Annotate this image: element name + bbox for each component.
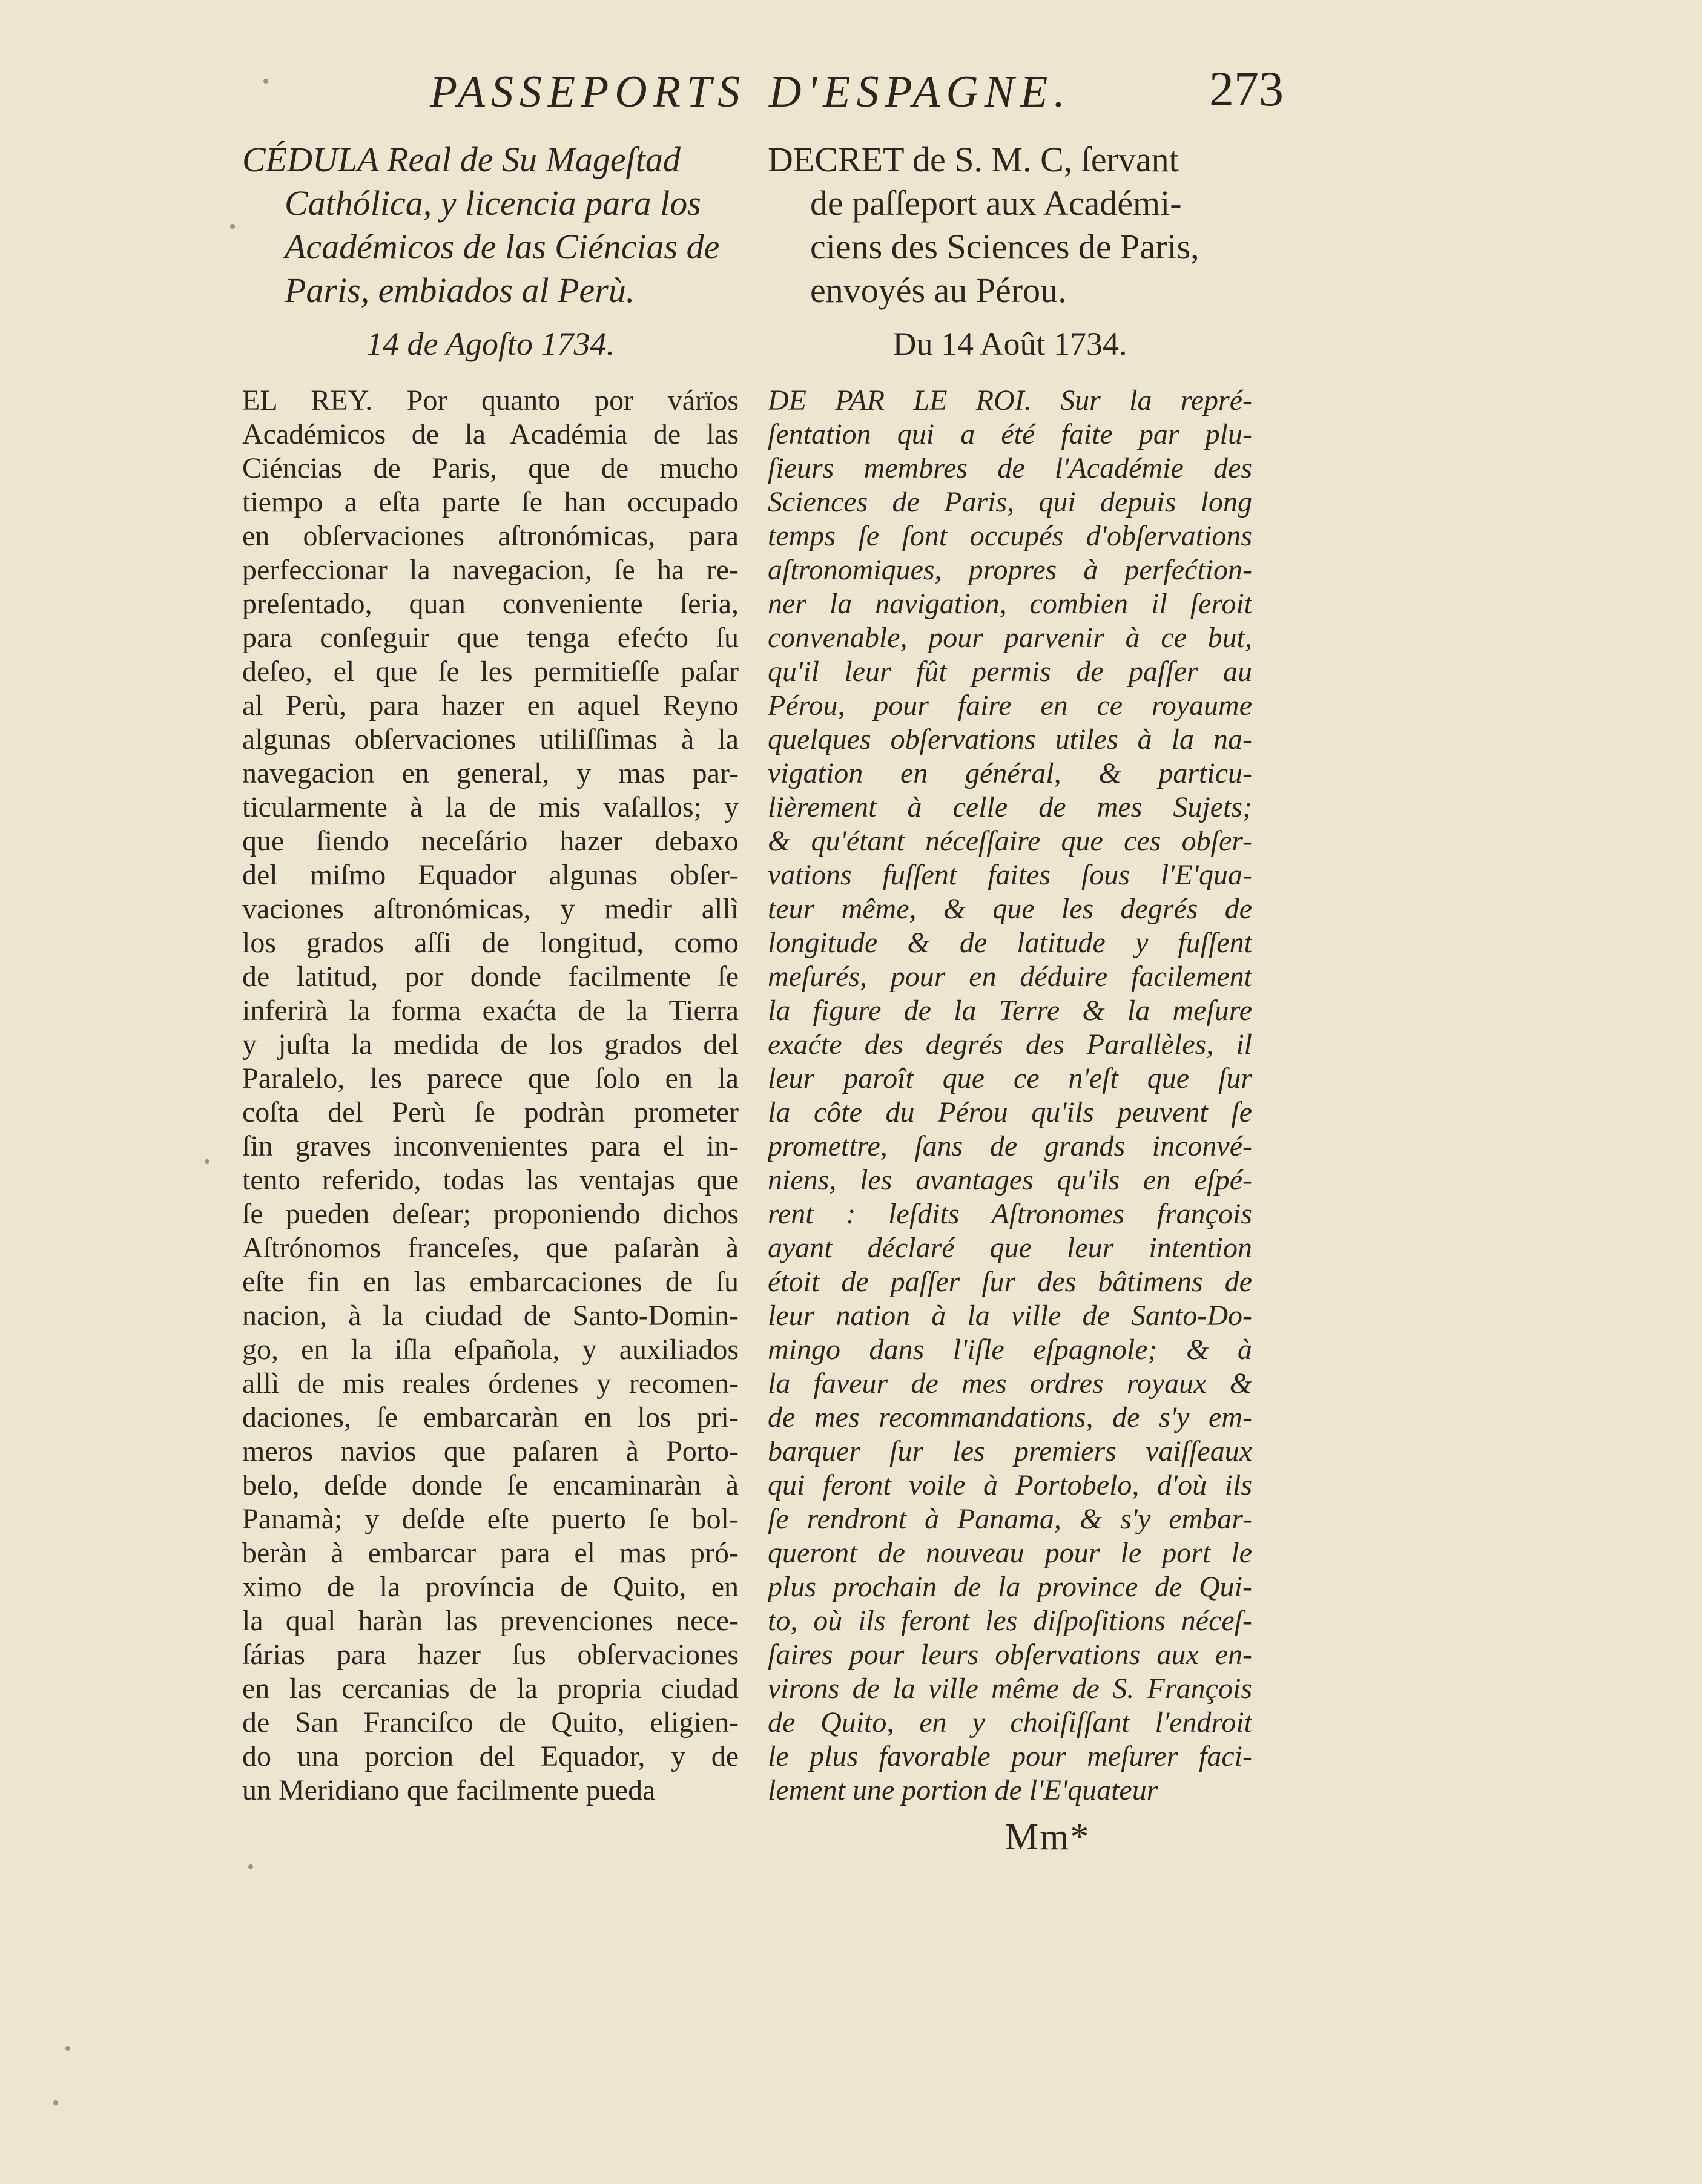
french-body-line: de Quito, en y choiſiſſant l'endroit	[768, 1706, 1252, 1738]
spanish-body-line: Paralelo, les parece que ſolo en la	[242, 1062, 739, 1094]
french-body-line: ſieurs membres de l'Académie des	[768, 452, 1252, 484]
spanish-body-line: Ciéncias de Paris, que de mucho	[242, 452, 739, 484]
spanish-title-line: Cathólica, y licencia para los	[285, 183, 701, 223]
french-body-line: qui feront voile à Portobelo, d'où ils	[768, 1469, 1252, 1501]
spanish-body-line: perfeccionar la navegacion, ſe ha re-	[242, 554, 739, 586]
french-body-line: étoit de paſſer ſur des bâtimens de	[768, 1266, 1252, 1298]
french-date: Du 14 Août 1734.	[892, 326, 1127, 362]
running-header	[424, 61, 1284, 133]
spanish-body-line: meros navios que paſaren à Porto-	[242, 1435, 739, 1467]
paper-speck	[205, 1159, 209, 1164]
french-body-line: promettre, ſans de grands inconvé-	[768, 1130, 1252, 1162]
french-body-line: barquer ſur les premiers vaiſſeaux	[768, 1435, 1252, 1467]
french-body-line: temps ſe ſont occupés d'obſervations	[768, 520, 1252, 552]
spanish-body-line: go, en la iſla eſpañola, y auxiliados	[242, 1334, 739, 1366]
spanish-body-line: ſárias para hazer ſus obſervaciones	[242, 1639, 739, 1671]
paper-speck	[248, 1864, 253, 1869]
spanish-body-line: allì de mis reales órdenes y recomen-	[242, 1367, 739, 1400]
header-left-title: PASSEPORTS	[430, 67, 747, 117]
french-body-line: exaćte des degrés des Parallèles, il	[768, 1028, 1252, 1061]
spanish-title-line: CÉDULA Real de Su Mageſtad	[242, 140, 681, 179]
french-body-line: queront de nouveau pour le port le	[768, 1537, 1252, 1569]
spanish-body-line: ticularmente à la de mis vaſallos; y	[242, 791, 739, 823]
spanish-body-line: ſin graves inconvenientes para el in-	[242, 1130, 739, 1162]
spanish-body-line: tento referido, todas las ventajas que	[242, 1164, 739, 1196]
french-body-line: DE PAR LE ROI. Sur la repré-	[768, 384, 1252, 416]
french-body-line: ſe rendront à Panama, & s'y embar-	[768, 1503, 1252, 1535]
french-body-line: mingo dans l'iſle eſpagnole; & à	[768, 1334, 1252, 1366]
french-title-line: ciens des Sciences de Paris,	[810, 227, 1199, 266]
french-body-line: la côte du Pérou qu'ils peuvent ſe	[768, 1096, 1252, 1128]
spanish-body-line: do una porcion del Equador, y de	[242, 1740, 739, 1772]
spanish-body-line: y juſta la medida de los grados del	[242, 1028, 739, 1061]
spanish-body-line: Aſtrónomos franceſes, que paſaràn à	[242, 1232, 739, 1264]
french-body-line: lement une portion de l'E'quateur	[768, 1774, 1158, 1806]
spanish-body-line: de San Franciſco de Quito, eligien-	[242, 1706, 739, 1738]
spanish-title	[242, 138, 739, 320]
paper-speck	[65, 2046, 70, 2051]
spanish-title-line: Paris, embiados al Perù.	[285, 271, 635, 310]
french-body-line: Pérou, pour faire en ce royaume	[768, 689, 1252, 722]
spanish-body-line: EL REY. Por quanto por várïos	[242, 384, 739, 416]
page-number: 273	[1209, 61, 1284, 116]
french-body-line: Sciences de Paris, qui depuis long	[768, 486, 1252, 518]
spanish-body-line: un Meridiano que facilmente pueda	[242, 1774, 656, 1806]
spanish-body-line: nacion, à la ciudad de Santo-Domin-	[242, 1300, 739, 1332]
paper-speck	[53, 2100, 58, 2105]
french-column	[768, 138, 1252, 1824]
spanish-body-line: deſeo, el que ſe les permitieſſe paſar	[242, 656, 739, 688]
spanish-body-line: coſta del Perù ſe podràn prometer	[242, 1096, 739, 1128]
french-body-line: ſentation qui a été faite par plu-	[768, 418, 1252, 450]
spanish-body-line: beràn à embarcar para el mas pró-	[242, 1537, 739, 1569]
french-body-line: niens, les avantages qu'ils en eſpé-	[768, 1164, 1252, 1196]
spanish-body-line: en obſervaciones aſtronómicas, para	[242, 520, 739, 552]
french-body-line: aſtronomiques, propres à perfećtion-	[768, 554, 1252, 586]
spanish-body-line: Académicos de la Académia de las	[242, 418, 739, 450]
french-body-line: plus prochain de la province de Qui-	[768, 1571, 1252, 1603]
paper-speck	[263, 79, 268, 84]
spanish-body-line: algunas obſervaciones utiliſſimas à la	[242, 723, 739, 755]
spanish-body-line: vaciones aſtronómicas, y medir allì	[242, 893, 739, 925]
french-body-line: vations fuſſent faites ſous l'E'qua-	[768, 859, 1252, 891]
spanish-body-line: tiempo a eſta parte ſe han occupado	[242, 486, 739, 518]
french-body-line: & qu'étant néceſſaire que ces obſer-	[768, 825, 1252, 857]
french-title	[768, 138, 1252, 320]
spanish-body-line: preſentado, quan conveniente ſeria,	[242, 588, 739, 620]
spanish-body-line: al Perù, para hazer en aquel Reyno	[242, 689, 739, 722]
french-body-line: virons de la ville même de S. François	[768, 1673, 1252, 1705]
spanish-body-line: ſe pueden deſear; proponiendo dichos	[242, 1198, 739, 1230]
spanish-column	[242, 138, 739, 1824]
french-body-line: longitude & de latitude y fuſſent	[768, 927, 1252, 959]
french-body-line: leur paroît que ce n'eſt que ſur	[768, 1062, 1252, 1094]
french-title-line: DECRET de S. M. C, ſervant	[768, 140, 1179, 179]
french-body-line: leur nation à la ville de Santo-Do-	[768, 1300, 1252, 1332]
spanish-body-line: Panamà; y deſde eſte puerto ſe bol-	[242, 1503, 739, 1535]
french-body-line: convenable, pour parvenir à ce but,	[768, 622, 1252, 654]
spanish-body-line: para conſeguir que tenga efećto ſu	[242, 622, 739, 654]
signature-mark: Mm*	[1005, 1817, 1090, 1858]
french-body-line: meſurés, pour en déduire facilement	[768, 961, 1252, 993]
spanish-body-text	[242, 384, 739, 1824]
spanish-title-line: Académicos de las Ciéncias de	[285, 227, 720, 266]
french-body-line: le plus favorable pour meſurer faci-	[768, 1740, 1252, 1772]
spanish-body-line: eſte fin en las embarcaciones de ſu	[242, 1266, 739, 1298]
french-title-line: envoyés au Pérou.	[810, 271, 1067, 310]
spanish-body-line: los grados aſſi de longitud, como	[242, 927, 739, 959]
spanish-body-line: de latitud, por donde facilmente ſe	[242, 961, 739, 993]
french-body-line: ayant déclaré que leur intention	[768, 1232, 1252, 1264]
spanish-body-line: daciones, ſe embarcaràn en los pri-	[242, 1401, 739, 1433]
spanish-date: 14 de Agoſto 1734.	[366, 326, 615, 362]
french-body-line: la faveur de mes ordres royaux &	[768, 1367, 1252, 1400]
spanish-body-line: belo, deſde donde ſe encaminaràn à	[242, 1469, 739, 1501]
paper-speck	[230, 224, 235, 229]
spanish-body-line: ximo de la província de Quito, en	[242, 1571, 739, 1603]
french-body-line: teur même, & que les degrés de	[768, 893, 1252, 925]
french-body-line: ner la navigation, combien il ſeroit	[768, 588, 1252, 620]
french-body-line: vigation en général, & particu-	[768, 757, 1252, 789]
spanish-body-line: inferirà la forma exaćta de la Tierra	[242, 995, 739, 1027]
header-right-title: D'ESPAGNE.	[769, 67, 1071, 117]
french-body-line: de mes recommandations, de s'y em-	[768, 1401, 1252, 1433]
spanish-body-line: del miſmo Equador algunas obſer-	[242, 859, 739, 891]
spanish-body-line: que ſiendo neceſário hazer debaxo	[242, 825, 739, 857]
french-body-line: to, où ils feront les diſpoſitions néceſ-	[768, 1605, 1252, 1637]
french-title-line: de paſſeport aux Académi-	[810, 183, 1182, 223]
french-body-line: lièrement à celle de mes Sujets;	[768, 791, 1252, 823]
spanish-body-line: navegacion en general, y mas par-	[242, 757, 739, 789]
french-body-line: qu'il leur fût permis de paſſer au	[768, 656, 1252, 688]
spanish-body-line: la qual haràn las prevenciones nece-	[242, 1605, 739, 1637]
french-body-text	[768, 384, 1252, 1824]
french-body-line: rent : leſdits Aſtronomes françois	[768, 1198, 1252, 1230]
french-body-line: la figure de la Terre & la meſure	[768, 995, 1252, 1027]
french-body-line: ſaires pour leurs obſervations aux en-	[768, 1639, 1252, 1671]
french-body-line: quelques obſervations utiles à la na-	[768, 723, 1252, 755]
spanish-body-line: en las cercanias de la propria ciudad	[242, 1673, 739, 1705]
